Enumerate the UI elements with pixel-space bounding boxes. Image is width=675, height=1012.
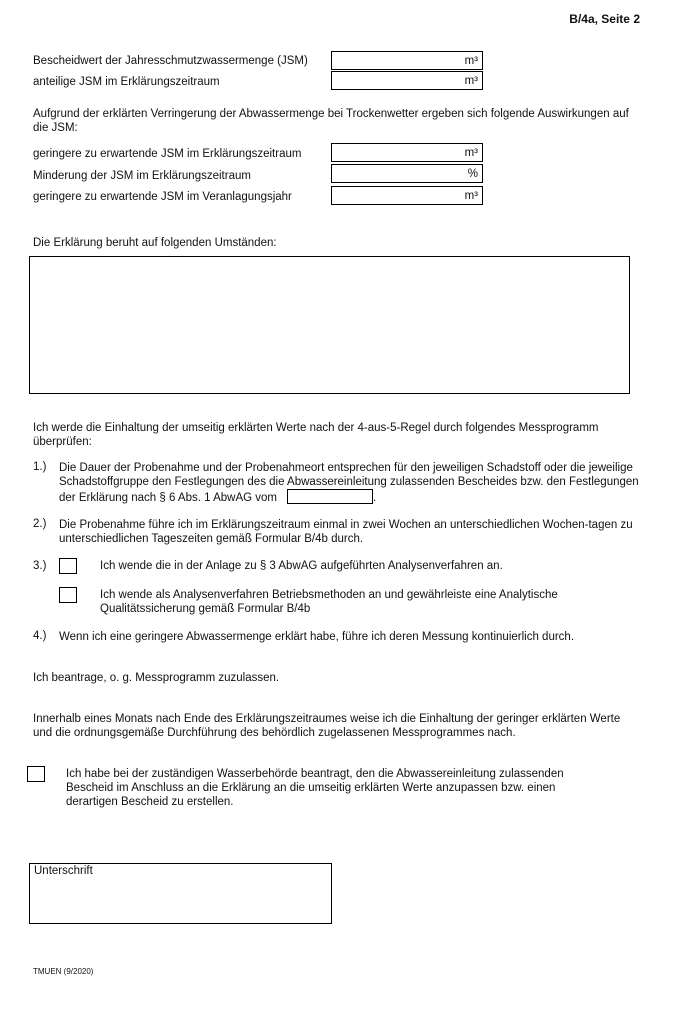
unit-label: m³ [464,55,478,67]
jsm-veranlagungsjahr-field[interactable] [331,186,483,205]
signature-field[interactable] [29,863,332,924]
item-1-text [59,461,639,505]
authority-request-checkbox[interactable] [27,766,45,782]
page-reference: B/4a, Seite 2 [569,12,640,26]
form-code: TMUEN (9/2020) [33,967,94,976]
jsm-label: anteilige JSM im Erklärungszeitraum [33,76,220,88]
unit-label: m³ [464,75,478,87]
proof-text: Innerhalb eines Monats nach Ende des Erklärungszeitraumes weise ich die Einhaltung der geringer erklärten Werte und die ordnungsgemäße Durchführung des behördlich zugelassenen Messprogrammes nach. [33,713,621,739]
request-text: Ich beantrage, o. g. Messprogramm zuzulassen. [33,672,280,684]
item-1-body: Die Dauer der Probenahme und der Probenahmeort entsprechen für den jeweiligen Schadstoff oder die jeweilige Schadstoffgruppe den Festlegungen des die Abwassereinleitung zulassenden Bescheides bzw. den Festlegungen der Erklärung nach § 6 Abs. 1 AbwAG vom [59,462,639,504]
date-field[interactable] [287,489,373,504]
jsm-geringer-erklaerung-field[interactable] [331,143,483,162]
signature-label: Unterschrift [34,865,93,877]
program-intro: Ich werde die Einhaltung der umseitig erklärten Werte nach der 4-aus-5-Regel durch folgendes Messprogramm überprüfen: [33,422,599,448]
item-number: 2.) [33,518,47,530]
circumstances-label: Die Erklärung beruht auf folgenden Umständen: [33,237,277,249]
jsm-label: Bescheidwert der Jahresschmutzwassermenge (JSM) [33,55,308,67]
authority-request-text: Ich habe bei der zuständigen Wasserbehörde beantragt, den die Abwassereinleitung zulassenden Bescheid im Anschluss an die Erklärung an die umseitig erklärten Werte anzupassen bzw. einen derartigen Bescheid zu erstellen. [66,768,564,808]
effect-label: Minderung der JSM im Erklärungszeitraum [33,170,251,182]
item-2-text: Die Probenahme führe ich im Erklärungszeitraum einmal in zwei Wochen an unterschiedlichen Wochen-tagen zu unterschiedlichen Tageszeiten gemäß Formular B/4b durch. [59,519,633,545]
effects-intro: Aufgrund der erklärten Verringerung der Abwassermenge bei Trockenwetter ergeben sich folgende Auswirkungen auf die JSM: [33,108,629,134]
jsm-anteilig-field[interactable] [331,71,483,90]
item-4-text: Wenn ich eine geringere Abwassermenge erklärt habe, führe ich deren Messung kontinuierlich durch. [59,631,575,643]
jsm-minderung-field[interactable] [331,164,483,183]
item-number: 3.) [33,560,47,572]
option-text: Ich wende als Analysenverfahren Betriebsmethoden an und gewährleiste eine Analytische Qualitätssicherung gemäß Formular B/4b [100,589,558,615]
unit-label: m³ [464,190,478,202]
item-number: 4.) [33,630,47,642]
unit-label: % [467,168,478,180]
analysis-standard-checkbox[interactable] [59,558,77,574]
analysis-operating-methods-checkbox[interactable] [59,587,77,603]
item-number: 1.) [33,461,47,473]
option-text: Ich wende die in der Anlage zu § 3 AbwAG aufgeführten Analysenverfahren an. [100,560,503,572]
circumstances-textarea[interactable] [29,256,630,394]
jsm-bescheidwert-field[interactable] [331,51,483,70]
effect-label: geringere zu erwartende JSM im Erklärungszeitraum [33,148,302,160]
unit-label: m³ [464,147,478,159]
item-1-suffix: . [372,492,377,504]
effect-label: geringere zu erwartende JSM im Veranlagungsjahr [33,191,292,203]
